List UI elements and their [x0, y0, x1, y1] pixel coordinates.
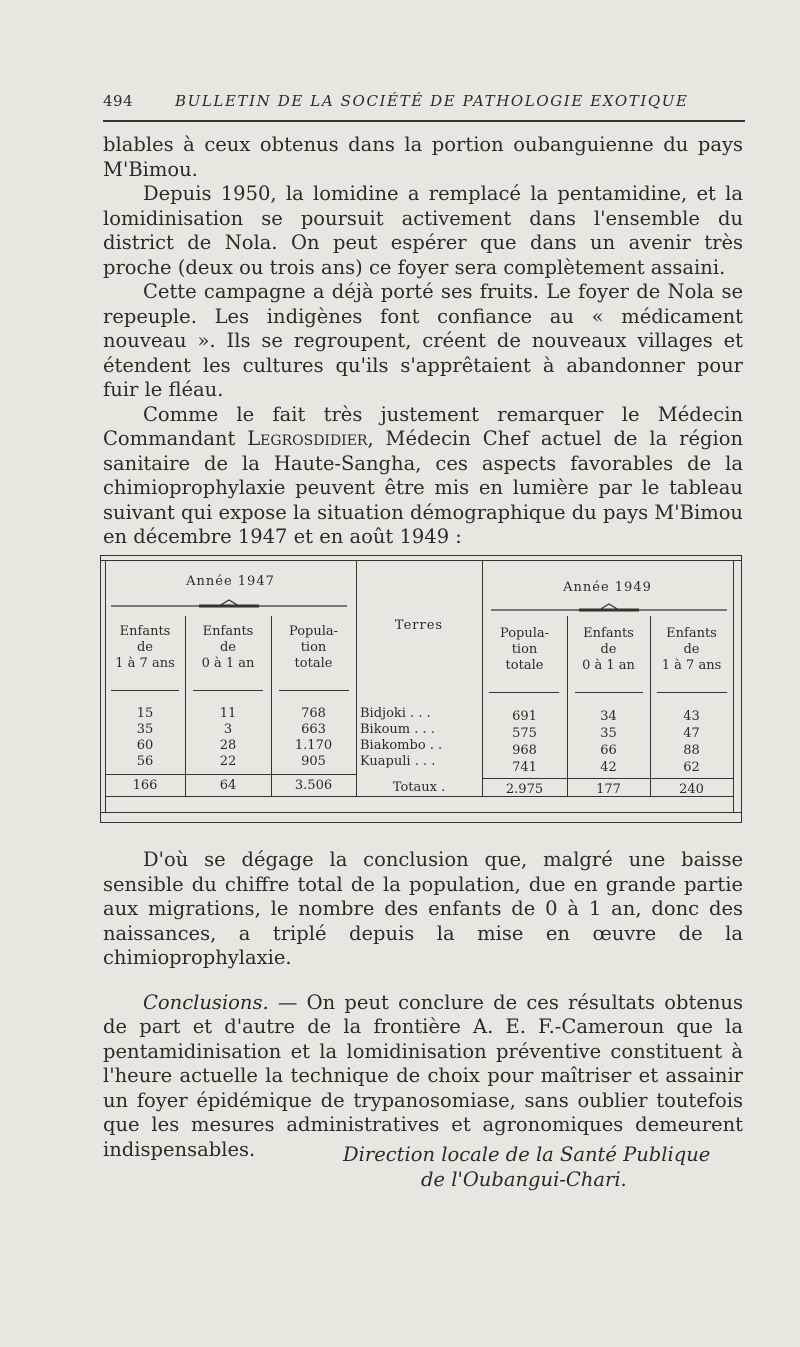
signature-line-2: de l'Oubangui-Chari. [421, 1168, 627, 1191]
cell: 62 [683, 760, 700, 775]
cell: Bikoum . . . [360, 722, 435, 737]
table-top-rule [101, 560, 741, 561]
header-terres: Terres [394, 618, 444, 633]
running-title: BULLETIN DE LA SOCIÉTÉ DE PATHOLOGIE EXOTIQUE [175, 92, 689, 110]
header-rule-6 [575, 692, 643, 693]
total-cell: 240 [679, 782, 704, 797]
totals-rule-right [482, 778, 733, 779]
totals-rule-left [105, 774, 356, 775]
cell: 968 [512, 743, 537, 758]
total-cell: 3.506 [294, 778, 333, 793]
header-pop-1949: Popula- tion totale [499, 626, 550, 673]
cell: 663 [301, 722, 326, 737]
year-1947-label: Année 1947 [186, 574, 275, 589]
signature-line-1: Direction locale de la Santé Publique [343, 1143, 711, 1166]
total-cell: 64 [219, 778, 237, 793]
paragraph-4 [103, 403, 743, 550]
cell: 66 [600, 743, 617, 758]
paragraph-5: D'où se dégage la conclusion que, malgré une baisse sensible du chiffre total de la population, due en grande partie aux migrations, le nombre des enfants de 0 à 1 an, donc des naissances, a triplé depuis la mise en œuvre de la chimioprophylaxie. [103, 848, 743, 969]
page-number: 494 [103, 92, 134, 110]
demographic-table [100, 555, 742, 823]
paragraph-2: Depuis 1950, la lomidine a remplacé la pentamidine, et la lomidinisation se poursuit activement dans l'ensemble du district de Nola. On peut espérer que dans un avenir très proche (deux ou trois ans) ce foyer sera complètement assaini. [103, 182, 743, 279]
cell: 3 [223, 722, 233, 737]
header-rule-7 [657, 692, 727, 693]
cell: 22 [219, 754, 237, 769]
header-rule-2 [193, 690, 263, 691]
paragraph-6 [103, 991, 743, 1163]
header-rule [103, 120, 745, 122]
cell: 768 [301, 706, 326, 721]
running-header [103, 90, 743, 116]
cell: 11 [219, 706, 237, 721]
cell: 43 [683, 709, 700, 724]
paragraph-4-end: , Médecin Chef actuel de la région sanitaire de la Haute-Sangha, ces aspects favorables de la chimioprophylaxie peuvent être mis en lumière par le tableau suivant qui expose la situation démographique du pays M'Bimou en décembre 1947 et en août 1949 : [103, 427, 744, 548]
author-name: Legrosdidier [247, 427, 368, 450]
cell: 34 [600, 709, 617, 724]
header-e01-1949: Enfants de 0 à 1 an [582, 626, 635, 673]
cell: 691 [512, 709, 537, 724]
cell: 28 [219, 738, 237, 753]
cell: 905 [301, 754, 326, 769]
total-cell: Totaux . [392, 780, 446, 795]
paragraph-3: Cette campagne a déjà porté ses fruits. Le foyer de Nola se repeuple. Les indigènes font confiance au « médicament nouveau ». Ils se regroupent, créent de nouveaux villages et étendent les cultures qu'ils s'apprêtaient à abandonner pour fuir le fléau. [103, 280, 743, 401]
cell: Biakombo . . [360, 738, 443, 753]
table-right-rule [733, 560, 734, 812]
cell: 741 [512, 760, 537, 775]
body-text-upper [103, 133, 743, 550]
cell: 56 [136, 754, 154, 769]
table-inner-bottom-rule [105, 796, 733, 797]
paragraph-1: blables à ceux obtenus dans la portion oubanguienne du pays M'Bimou. [103, 133, 743, 181]
paragraph-4-start: Comme le fait très justement remarquer le Médecin Commandant [103, 402, 743, 450]
header-pop-1947: Popula- tion totale [288, 624, 339, 671]
brace-1949 [489, 602, 729, 612]
header-e17-1949: Enfants de 1 à 7 ans [661, 626, 722, 673]
cell: 60 [136, 738, 154, 753]
cell: 1.170 [294, 738, 333, 753]
header-e01-1947: Enfants de 0 à 1 an [201, 624, 255, 671]
total-cell: 166 [132, 778, 158, 793]
cell: 47 [683, 726, 700, 741]
cell: 35 [136, 722, 154, 737]
header-rule-3 [279, 690, 349, 691]
cell: Kuapuli . . . [360, 754, 436, 769]
cell: 88 [683, 743, 700, 758]
header-rule-5 [489, 692, 559, 693]
cell: 15 [136, 706, 154, 721]
total-cell: 177 [596, 782, 621, 797]
header-rule-1 [111, 690, 179, 691]
table-bottom-rule [101, 812, 741, 813]
cell: 42 [600, 760, 617, 775]
header-e17-1947: Enfants de 1 à 7 ans [115, 624, 175, 671]
total-cell: 2.975 [505, 782, 544, 797]
cell: 575 [512, 726, 537, 741]
body-text-lower [103, 848, 743, 1162]
cell: 35 [600, 726, 617, 741]
conclusions-text: — On peut conclure de ces résultats obtenus de part et d'autre de la frontière A. E. F.-Cameroun que la pentamidinisation et la lomidinisation préventive constituent à l'heure actuelle la technique de choix pour maîtriser et assainir un foyer épidémique de trypanosomiase, sans oublier toutefois que les mesures administratives et agronomiques demeurent indispensables. [103, 990, 743, 1161]
brace-1947 [109, 598, 349, 608]
cell: Bidjoki . . . [360, 706, 431, 721]
col-sep-3 [356, 560, 357, 796]
year-1949-label: Année 1949 [563, 580, 652, 595]
conclusions-label: Conclusions. [143, 990, 269, 1014]
